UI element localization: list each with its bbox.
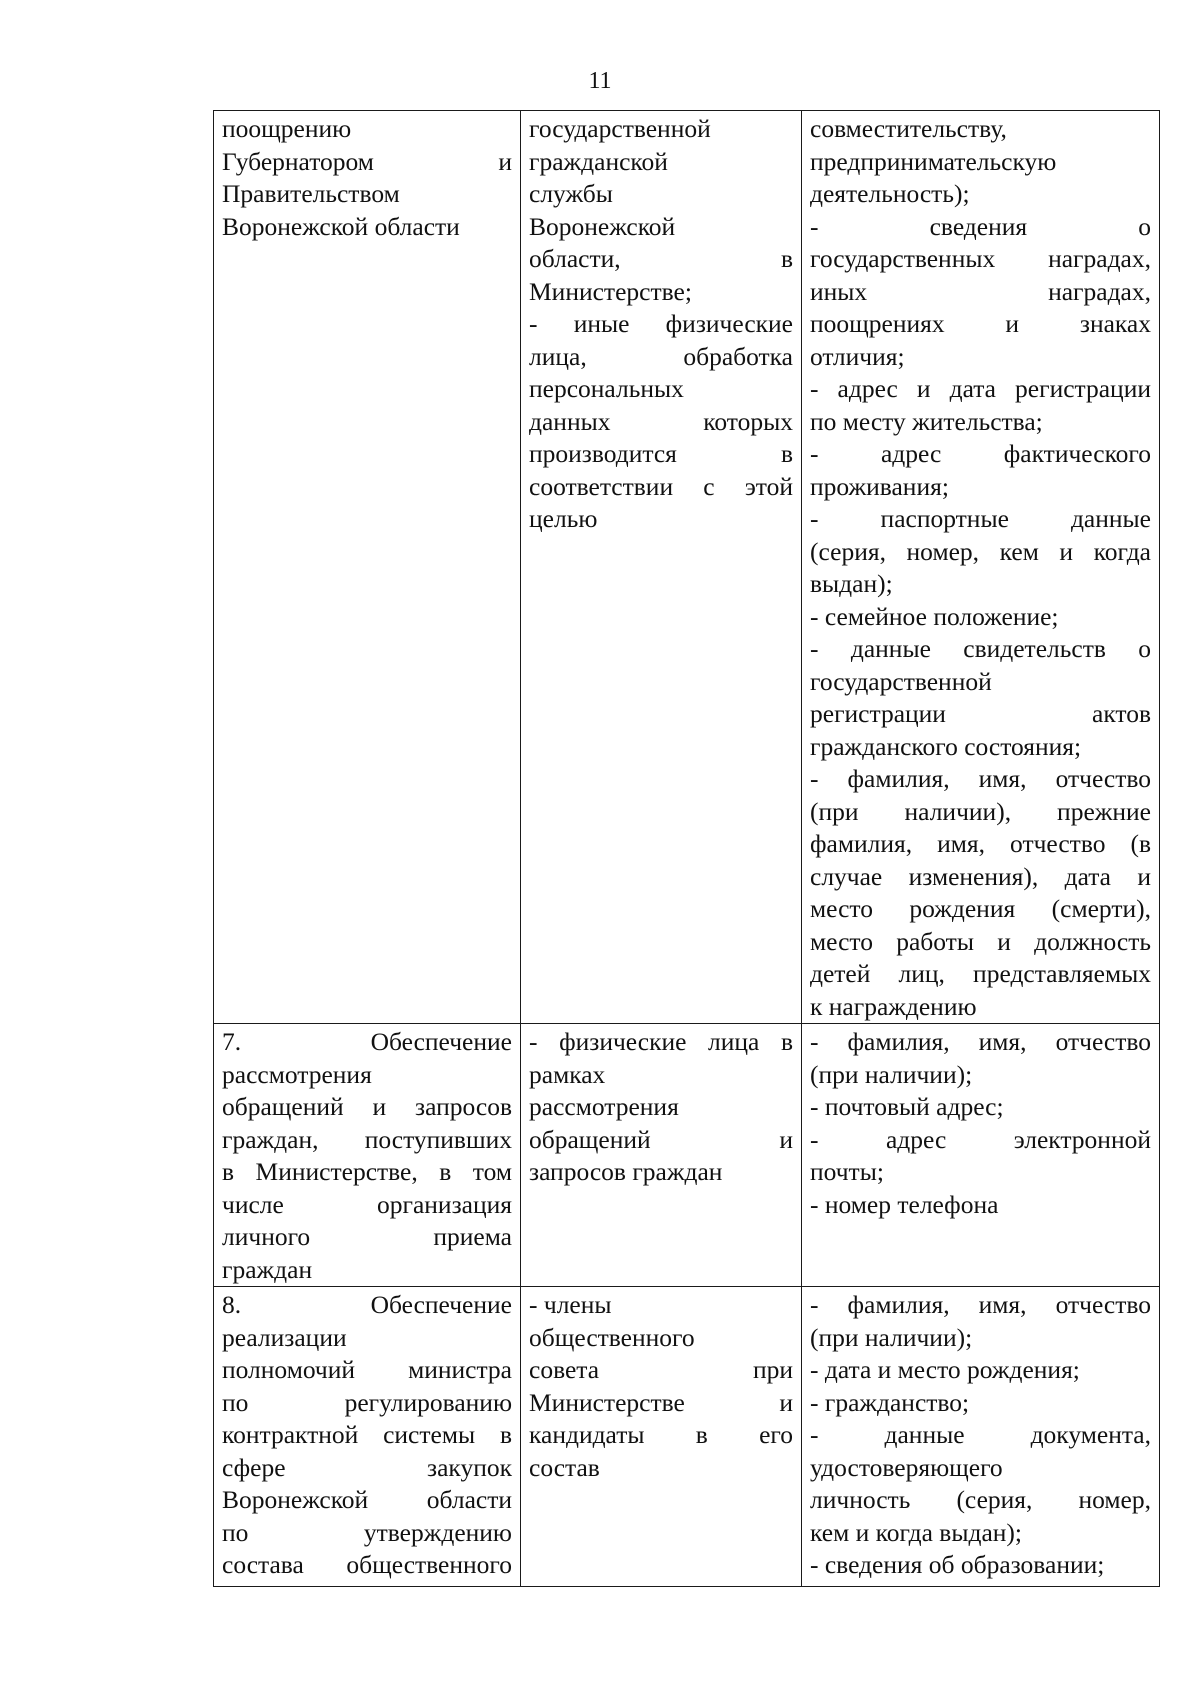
cell-text-line: личность (серия, номер, xyxy=(810,1485,1151,1514)
cell-text-line: - данные свидетельств о xyxy=(810,634,1151,663)
cell-text-line: лица, обработка xyxy=(529,341,793,371)
cell-text-line: личного приема xyxy=(222,1222,512,1251)
cell-text-line: по регулированию xyxy=(222,1387,512,1417)
cell-text-line: граждан, поступивших xyxy=(222,1124,512,1154)
cell-text-line: данных которых xyxy=(529,406,793,436)
cell-text-line: 7. Обеспечение xyxy=(222,1027,512,1056)
cell-text-line: - фамилия, имя, отчество xyxy=(810,764,1151,793)
cell-text-line: - дата и место рождения; xyxy=(810,1355,1080,1384)
cell-text-line: - адрес электронной xyxy=(810,1124,1151,1154)
cell-text-line: проживания; xyxy=(810,471,949,501)
cell-text-line: контрактной системы в xyxy=(222,1420,512,1449)
data-subjects-cell xyxy=(521,111,802,1024)
cell-text-line: государственных наградах, xyxy=(810,244,1151,273)
cell-text-line: - адрес и дата регистрации xyxy=(810,374,1151,403)
processing-purpose-cell xyxy=(214,111,521,1024)
cell-text-line: Воронежской xyxy=(529,211,676,241)
cell-text-line: гражданской xyxy=(529,146,668,176)
cell-text-line: совета при xyxy=(529,1355,793,1384)
cell-text-line: (при наличии), прежние xyxy=(810,796,1151,826)
cell-text-line: удостоверяющего xyxy=(810,1452,1003,1482)
processing-purpose-cell xyxy=(214,1287,521,1587)
cell-text-line: отличия; xyxy=(810,341,905,371)
cell-text-line: (при наличии); xyxy=(810,1322,973,1352)
cell-text-line: (при наличии); xyxy=(810,1059,973,1089)
table-row xyxy=(214,1024,1160,1287)
cell-text-line: состав xyxy=(529,1452,600,1482)
data-subjects-cell xyxy=(521,1024,802,1287)
cell-text-line: полномочий министра xyxy=(222,1355,512,1384)
cell-text-line: место рождения (смерти), xyxy=(810,894,1151,923)
cell-text-line: выдан); xyxy=(810,569,893,598)
cell-text-line: сфере закупок xyxy=(222,1452,512,1482)
cell-text-line: - члены xyxy=(529,1290,612,1319)
cell-text-line: Министерстве и xyxy=(529,1387,793,1417)
page-number: 11 xyxy=(588,68,612,94)
cell-text-line: - сведения об образовании; xyxy=(810,1550,1105,1579)
cell-text-line: - паспортные данные xyxy=(810,504,1151,533)
cell-text-line: место работы и должность xyxy=(810,926,1151,956)
cell-text-line: области, в xyxy=(529,244,793,273)
cell-text-line: Министерстве; xyxy=(529,276,692,306)
cell-text-line: рассмотрения xyxy=(529,1092,679,1121)
cell-text-line: гражданского состояния; xyxy=(810,731,1082,761)
cell-text-line: - фамилия, имя, отчество xyxy=(810,1290,1151,1319)
cell-text-line: регистрации актов xyxy=(810,699,1151,728)
cell-text-line: государственной xyxy=(810,666,992,696)
cell-text-line: к награждению xyxy=(810,991,977,1021)
cell-text-line: соответствии с этой xyxy=(529,471,793,501)
data-subjects-cell xyxy=(521,1287,802,1587)
cell-text-line: Воронежской области xyxy=(222,211,460,241)
cell-text-line: - гражданство; xyxy=(810,1387,970,1417)
cell-text-line: службы xyxy=(529,179,613,208)
cell-text-line: - физические лица в xyxy=(529,1027,793,1056)
data-categories-cell xyxy=(802,1287,1160,1587)
cell-text-line: - фамилия, имя, отчество xyxy=(810,1027,1151,1056)
cell-text-line: по месту жительства; xyxy=(810,406,1043,436)
cell-text-line: обращений и xyxy=(529,1124,793,1154)
cell-text-line: деятельность); xyxy=(810,179,970,208)
cell-text-line: по утверждению xyxy=(222,1517,512,1547)
cell-text-line: Правительством xyxy=(222,179,400,208)
cell-text-line: граждан xyxy=(222,1254,313,1284)
cell-text-line: 8. Обеспечение xyxy=(222,1290,512,1319)
cell-text-line: рассмотрения xyxy=(222,1059,372,1089)
cell-text-line: иных наградах, xyxy=(810,276,1151,306)
cell-text-line: числе организация xyxy=(222,1189,512,1219)
cell-text-line: поощрению xyxy=(222,114,352,143)
cell-text-line: персональных xyxy=(529,374,684,403)
cell-text-line: реализации xyxy=(222,1322,347,1352)
cell-text-line: производится в xyxy=(529,439,793,468)
cell-text-line: совместительству, xyxy=(810,114,1007,143)
cell-text-line: - семейное положение; xyxy=(810,601,1059,631)
processing-purpose-cell xyxy=(214,1024,521,1287)
cell-text-line: - почтовый адрес; xyxy=(810,1092,1004,1121)
cell-text-line: состава общественного xyxy=(222,1550,512,1579)
cell-text-line: почты; xyxy=(810,1157,884,1186)
cell-text-line: детей лиц, представляемых xyxy=(810,959,1151,988)
cell-text-line: - иные физические xyxy=(529,309,793,338)
table-row xyxy=(214,1287,1160,1587)
table-row xyxy=(214,111,1160,1024)
cell-text-line: государственной xyxy=(529,114,711,143)
data-categories-cell xyxy=(802,111,1160,1024)
cell-text-line: кандидаты в его xyxy=(529,1420,793,1449)
cell-text-line: целью xyxy=(529,504,598,533)
cell-text-line: - номер телефона xyxy=(810,1189,999,1219)
cell-text-line: - данные документа, xyxy=(810,1420,1151,1449)
cell-text-line: - адрес фактического xyxy=(810,439,1151,468)
cell-text-line: рамках xyxy=(529,1059,606,1089)
personal-data-table xyxy=(213,110,1160,1587)
cell-text-line: в Министерстве, в том xyxy=(222,1157,512,1186)
cell-text-line: предпринимательскую xyxy=(810,146,1057,176)
cell-text-line: запросов граждан xyxy=(529,1157,723,1186)
cell-text-line: фамилия, имя, отчество (в xyxy=(810,829,1151,858)
cell-text-line: Воронежской области xyxy=(222,1485,512,1514)
cell-text-line: обращений и запросов xyxy=(222,1092,512,1121)
cell-text-line: случае изменения), дата и xyxy=(810,861,1151,891)
cell-text-line: Губернатором и xyxy=(222,146,512,176)
cell-text-line: поощрениях и знаках xyxy=(810,309,1151,338)
cell-text-line: - сведения о xyxy=(810,211,1151,241)
cell-text-line: общественного xyxy=(529,1322,695,1352)
cell-text-line: (серия, номер, кем и когда xyxy=(810,536,1151,566)
data-categories-cell xyxy=(802,1024,1160,1287)
cell-text-line: кем и когда выдан); xyxy=(810,1517,1022,1547)
